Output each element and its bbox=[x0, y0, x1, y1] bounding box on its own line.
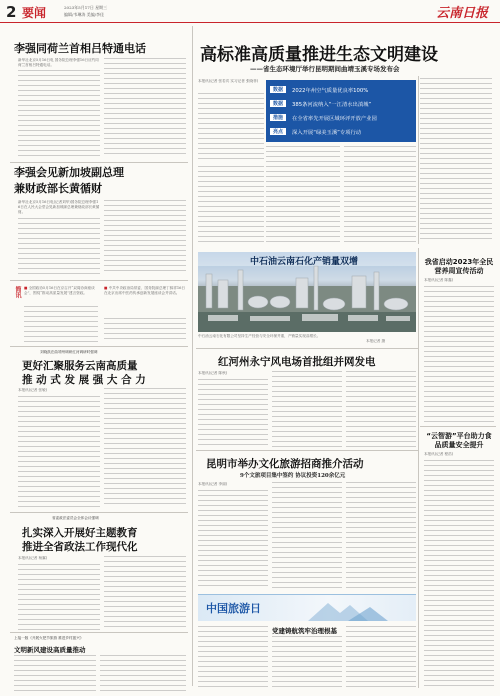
article-byline: 本报讯(记者 张若宾 实习记者 张晓菲) bbox=[198, 79, 259, 83]
highlight-tag: 数据 bbox=[270, 100, 286, 107]
article-title: 我省启动2023年全民营养周宣传活动 bbox=[424, 258, 494, 275]
body-text bbox=[104, 388, 186, 508]
photo-title: 中石油云南石化产销量双增 bbox=[250, 257, 359, 267]
divider bbox=[196, 450, 418, 451]
article-byline: 本报讯(记者 程浩) bbox=[424, 452, 454, 456]
divider bbox=[196, 348, 418, 349]
article-title: “云智游”平台助力食品质量安全提升 bbox=[426, 432, 492, 449]
highlight-text: 385条河流纳入“一江清水出滇城” bbox=[292, 101, 372, 108]
article-title: 李强会见新加坡副总理 bbox=[14, 166, 124, 179]
bullet-icon: ■ bbox=[24, 286, 28, 290]
masthead-logo: 云南日报 bbox=[435, 6, 488, 21]
body-text bbox=[18, 218, 100, 274]
article-title-line2: 推 动 式 发 展 强 大 合 力 bbox=[22, 374, 146, 386]
column-divider bbox=[418, 76, 419, 244]
body-text bbox=[272, 482, 342, 590]
editor-line: 编辑/韦琳涛 美编/李佳 bbox=[64, 12, 104, 17]
highlight-item bbox=[270, 84, 412, 95]
body-text bbox=[14, 655, 96, 691]
highlight-tag: 数据 bbox=[270, 86, 286, 93]
body-text bbox=[346, 482, 416, 590]
photo-credit: 本报记者 摄 bbox=[366, 339, 386, 343]
highlight-item bbox=[270, 112, 412, 123]
highlight-text: 2022年州空气质量优良率100% bbox=[292, 87, 369, 94]
date-line: 2023年5月17日 星期三 bbox=[64, 5, 108, 10]
body-text bbox=[18, 396, 100, 508]
lead-story-title: 高标准高质量推进生态文明建设 bbox=[200, 45, 438, 65]
body-text bbox=[104, 556, 186, 630]
article-lead: 新华社北京5月16日电(记者刘华)国务院总理李强16日在人民大会堂会见新加坡副总理兼财政部长黄循财。 bbox=[18, 200, 100, 215]
body-text bbox=[266, 146, 340, 242]
body-text bbox=[198, 490, 268, 590]
body-text bbox=[198, 379, 268, 447]
article-byline: 本报讯(记者 陈鑫) bbox=[424, 278, 454, 282]
article-kicker: 省委政法委员会全体会议强调 bbox=[52, 516, 99, 520]
highlight-text: 深入开展“绿美玉溪”专项行动 bbox=[292, 129, 362, 136]
lead-story-subtitle: ——省生态环境厅举行昆明期间曲靖玉溪专场发布会 bbox=[250, 65, 400, 73]
article-title: 党建铸航筑牢治理根基 bbox=[272, 627, 337, 635]
divider bbox=[10, 346, 188, 347]
article-byline: 本报讯(记者 杨翼) bbox=[18, 556, 48, 560]
photo-caption: 中石油云南石化有限公司坚持生产经营与安全环保并重，产销量实现双增长。 bbox=[198, 334, 321, 338]
jump-line: 上接一版《开展火把节旅游 推进乡村振兴》 bbox=[14, 636, 84, 640]
body-text bbox=[272, 371, 342, 447]
body-text bbox=[24, 306, 98, 342]
article-title: 红河州永宁风电场首批组并网发电 bbox=[218, 356, 376, 368]
body-text bbox=[424, 286, 494, 422]
tourism-day-title: 中国旅游日 bbox=[206, 602, 261, 615]
article-title: 文明新风建设高质量推动 bbox=[14, 646, 86, 654]
body-text bbox=[18, 70, 100, 158]
body-text bbox=[100, 655, 186, 691]
brief-item-2 bbox=[104, 286, 186, 316]
section-label: 要闻 bbox=[22, 6, 47, 20]
body-text bbox=[18, 564, 100, 630]
divider bbox=[420, 426, 496, 427]
article-byline: 本报讯(记者 陈秋) bbox=[198, 371, 228, 375]
body-text bbox=[346, 371, 416, 447]
highlight-item bbox=[270, 98, 412, 109]
article-byline: 本报讯(记者 李丽) bbox=[198, 482, 228, 486]
body-text bbox=[344, 146, 416, 242]
body-text bbox=[424, 460, 494, 690]
article-title: 昆明市举办文化旅游招商推介活动 bbox=[206, 458, 364, 470]
article-title: 李强同荷兰首相吕特通电话 bbox=[14, 42, 146, 55]
body-text bbox=[346, 626, 416, 690]
body-text bbox=[198, 626, 268, 690]
article-title: 更好汇聚服务云南高质量 bbox=[22, 360, 138, 372]
article-byline: 本报讯(记者 张敏) bbox=[18, 388, 48, 392]
divider bbox=[10, 280, 188, 281]
bullet-icon: ■ bbox=[104, 286, 108, 290]
article-lead: 新华社北京5月16日电 国务院总理李强16日应约同荷兰首相吕特通电话。 bbox=[18, 58, 99, 68]
page-number: 2 bbox=[6, 3, 17, 21]
article-subtitle: 9个文旅项目集中签约 协议投资120余亿元 bbox=[240, 473, 346, 479]
highlight-box bbox=[266, 80, 416, 142]
body-text bbox=[198, 93, 264, 163]
body-text bbox=[104, 58, 186, 158]
body-text bbox=[198, 166, 264, 242]
divider bbox=[10, 632, 188, 633]
body-text bbox=[420, 78, 492, 240]
body-text bbox=[272, 636, 342, 690]
article-title-line2: 推进全省政法工作现代化 bbox=[22, 541, 138, 553]
column-divider bbox=[192, 26, 193, 686]
page-header bbox=[0, 0, 500, 23]
body-text bbox=[104, 318, 186, 342]
highlight-item bbox=[270, 126, 412, 137]
highlight-tag: 亮点 bbox=[270, 128, 286, 135]
article-kicker: 刘晓凯在曲靖州调研红河调研时强调 bbox=[40, 350, 98, 354]
highlight-tag: 措施 bbox=[270, 114, 286, 121]
brief-item-1-text: 全国政协5月16日在京召开“双周协商座谈会”，围绕“推动高质量发展”建言资政。 bbox=[24, 286, 95, 296]
article-title: 扎实深入开展好主题教育 bbox=[22, 527, 138, 539]
divider bbox=[10, 512, 188, 513]
column-divider bbox=[418, 248, 419, 688]
article-title-line2: 兼财政部长黄循财 bbox=[14, 182, 102, 195]
brief-label: 简讯 bbox=[14, 286, 21, 298]
highlight-text: 在全省率先开展区域环评开放产业园 bbox=[292, 115, 377, 122]
brief-item-2-text: 中共中央政治局常委、国务院副总理丁薛祥16日在北京出席中医药传承创新发展座谈会并讲话。 bbox=[104, 286, 186, 296]
body-text bbox=[104, 200, 186, 274]
divider bbox=[10, 162, 188, 163]
